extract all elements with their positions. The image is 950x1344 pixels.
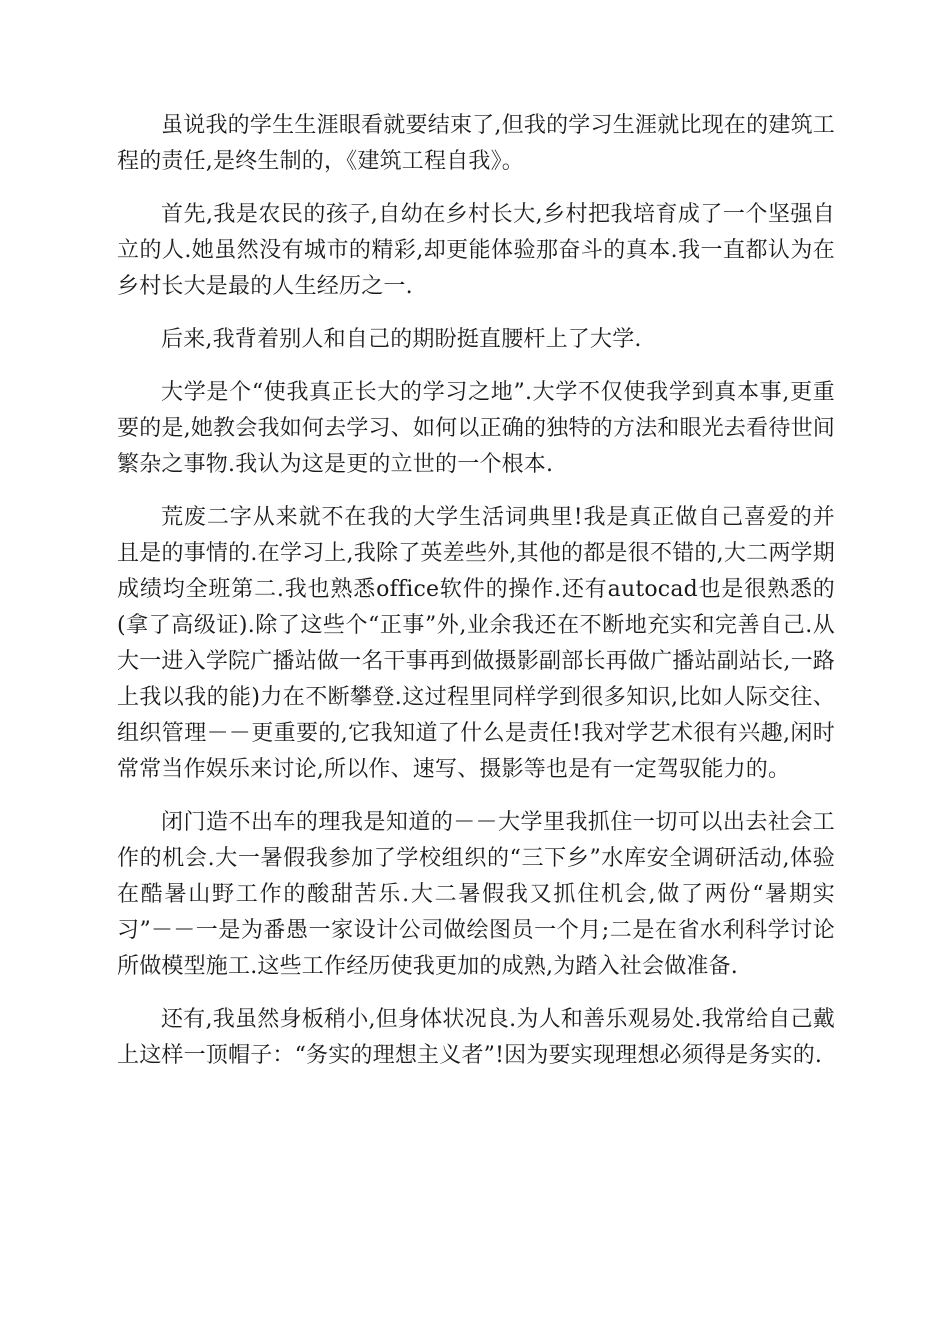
paragraph-2: 首先,我是农民的孩子,自幼在乡村长大,乡村把我培育成了一个坚强自立的人.她虽然没有城市的精彩,却更能体验那奋斗的真本.我一直都认为在乡村长大是最的人生经历之一. [117,202,835,299]
paragraph-3: 后来,我背着别人和自己的期盼挺直腰杆上了大学. [161,327,642,352]
paragraph-6: 闭门造不出车的理我是知道的－－大学里我抓住一切可以出去社会工作的机会.大一暑假我参加了学校组织的“三下乡”水库安全调研活动,体验在酷暑山野工作的酸甜苦乐.大二暑假我又抓住机会,做了两份“暑期实习”－－一是为番愚一家设计公司做绘图员一个月;二是在省水利科学讨论所做模型施工.这些工作经历使我更加的成熟,为踏入社会做准备. [117,810,835,979]
paragraph-7: 还有,我虽然身板稍小,但身体状况良.为人和善乐观易处.我常给自己戴上这样一顶帽子：“务实的理想主义者”!因为要实现理想必须得是务实的. [117,1007,835,1068]
paragraph-4: 大学是个“使我真正长大的学习之地”.大学不仅使我学到真本事,更重要的是,她教会我如何去学习、如何以正确的独特的方法和眼光去看待世间繁杂之事物.我认为这是更的立世的一个根本. [117,380,835,477]
paragraph-1: 虽说我的学生生涯眼看就要结束了,但我的学习生涯就比现在的建筑工程的责任,是终生制的，《建筑工程自我》。 [117,113,835,174]
paragraph-5: 荒废二字从来就不在我的大学生活词典里!我是真正做自己喜爱的并且是的事情的.在学习上,我除了英差些外,其他的都是很不错的,大二两学期成绩均全班第二.我也熟悉office软件的操作.还有autocad也是很熟悉的(拿了高级证).除了这些个“正事”外,业余我还在不断地充实和完善自己.从大一进入学院广播站做一名干事再到做摄影副部长再做广播站副站长,一路上我以我的能)力在不断攀登.这过程里同样学到很多知识,比如人际交往、组织管理－－更重要的,它我知道了什么是责任!我对学艺术很有兴趣,闲时常常当作娱乐来讨论,所以作、速写、摄影等也是有一定驾驭能力的。 [117,505,835,782]
document-body [117,108,835,1091]
